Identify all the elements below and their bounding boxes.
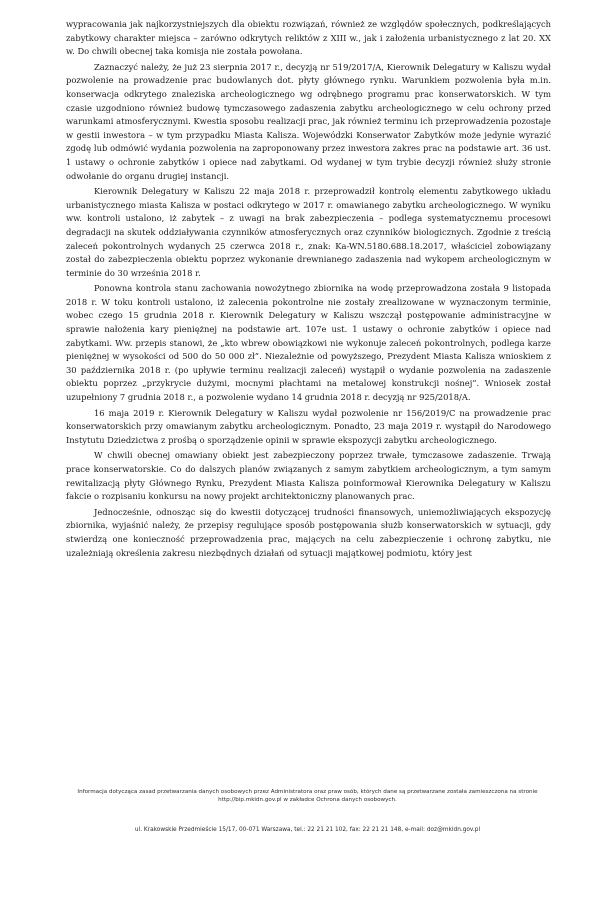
paragraph-1: wypracowania jak najkorzystniejszych dla obiektu rozwiązań, również ze względów społecznych, podkreślających zabytkowy charakter miejsca – zarówno odkrytych reliktów z XIII w., jak i założenia urbanistycznego z lat 20. XX w. Do chwili obecnej taka komisja nie została powołana. xyxy=(66,19,551,57)
paragraph-4: Ponowna kontrola stanu zachowania nowożytnego zbiornika na wodę przeprowadzona została 9 listopada 2018 r. W toku kontroli ustalono, iż zalecenia pokontrolne nie zostały zrealizowane w wyznaczonym terminie, wobec czego 15 grudnia 2018 r. Kierownik Delegatury w Kaliszu wszczął postępowanie administracyjne w sprawie nałożenia kary pieniężnej na podstawie art. 107e ust. 1 ustawy o ochronie zabytków i opiece nad zabytkami. Ww. przepis stanowi, że „kto wbrew obowiązkowi nie wykonuje zaleceń pokontrolnych, podlega karze pieniężnej w wysokości od 500 do 50 000 zł”. Niezależnie od powyższego, Prezydent Miasta Kalisza wnioskiem z 30 października 2018 r. (po upływie terminu realizacji zaleceń) wystąpił o wydanie pozwolenia na zadaszenie obiektu poprzez „przykrycie dużymi, mocnymi płachtami na metalowej konstrukcji nośnej”. Wniosek został uzupełniony 7 grudnia 2018 r., a pozwolenie wydano 14 grudnia 2018 r. decyzją nr 925/2018/A. xyxy=(66,283,551,403)
paragraph-2: Zaznaczyć należy, że już 23 sierpnia 2017 r., decyzją nr 519/2017/A, Kierownik Delegatury w Kaliszu wydał pozwolenie na prowadzenie prac budowlanych dot. płyty głównego rynku. Warunkiem pozwolenia była m.in. konserwacja odkrytego znaleziska archeologicznego wg odrębnego programu prac konserwatorskich. W tym czasie uzgodniono również budowę tymczasowego zadaszenia zabytku archeologicznego w celu ochrony przed warunkami atmosferycznymi. Kwestia sposobu realizacji prac, jak również terminu ich przeprowadzenia pozostaje w gestii inwestora – w tym przypadku Miasta Kalisza. Wojewódzki Konserwator Zabytków może jedynie wyrazić zgodę lub odmówić wydania pozwolenia na zaproponowany przez inwestora zakres prac na podstawie art. 36 ust. 1 ustawy o ochronie zabytków i opiece nad zabytkami. Od wydanej w tym trybie decyzji również służy stronie odwołanie do organu drugiej instancji. xyxy=(66,61,551,181)
paragraph-7: Jednocześnie, odnosząc się do kwestii dotyczącej trudności finansowych, uniemożliwiających ekspozycję zbiornika, wyjaśnić należy, że przepisy regulujące sposób postępowania służb konserwatorskich w sytuacji, gdy stwierdzą one konieczność przeprowadzenia prac, mających na celu zabezpieczenie i ochronę zabytku, nie uzależniają określenia zakresu niezbędnych działań od sytuacji majątkowej podmiotu, który jest xyxy=(66,506,551,558)
paragraph-6: W chwili obecnej omawiany obiekt jest zabezpieczony poprzez trwałe, tymczasowe zadaszenie. Trwają prace konserwatorskie. Co do dalszych planów związanych z samym zabytkiem archeologicznym, a tym samym rewitalizacją płyty Głównego Rynku, Prezydent Miasta Kalisza poinformował Kierownika Delegatury w Kaliszu fakcie o rozpisaniu konkursu na nowy projekt architektoniczny planowanych prac. xyxy=(66,450,551,502)
paragraph-5: 16 maja 2019 r. Kierownik Delegatury w Kaliszu wydał pozwolenie nr 156/2019/C na prowadzenie prac konserwatorskich przy omawianym zabytku archeologicznym. Ponadto, 23 maja 2019 r. wystąpił do Narodowego Instytutu Dziedzictwa z prośbą o sporządzenie opinii w sprawie ekspozycji zabytku archeologicznego. xyxy=(66,407,551,445)
paragraph-3: Kierownik Delegatury w Kaliszu 22 maja 2018 r. przeprowadził kontrolę elementu zabytkowego układu urbanistycznego miasta Kalisza w postaci odkrytego w 2017 r. omawianego zabytku archeologicznego. W wyniku ww. kontroli ustalono, iż zabytek – z uwagi na brak zabezpieczenia – podlega systematycznemu procesowi degradacji na skutek oddziaływania czynników atmosferycznych oraz czynników biologicznych. Zgodnie z treścią zaleceń pokontrolnych wydanych 25 czerwca 2018 r., znak: Ka-WN.5180.688.18.2017, właściciel zobowiązany został do zabezpieczenia obiektu poprzez wykonanie drewnianego zadaszenia nad wykopem archeologicznym w terminie do 30 września 2018 r. xyxy=(66,186,551,278)
privacy-note: Informacja dotycząca zasad przetwarzania danych osobowych przez Administratora oraz praw osób, których dane są przetwarzane została zamieszczona na stronie http://bip.mkidn.gov.pl w zakładce Ochrona danych osobowych. xyxy=(77,789,538,803)
contact-address: ul. Krakowskie Przedmieście 15/17, 00-071 Warszawa, tel.: 22 21 21 102, fax: 22 21 21 148, e-mail: doz@mkidn.gov.pl xyxy=(134,827,481,833)
document-body xyxy=(66,18,551,560)
